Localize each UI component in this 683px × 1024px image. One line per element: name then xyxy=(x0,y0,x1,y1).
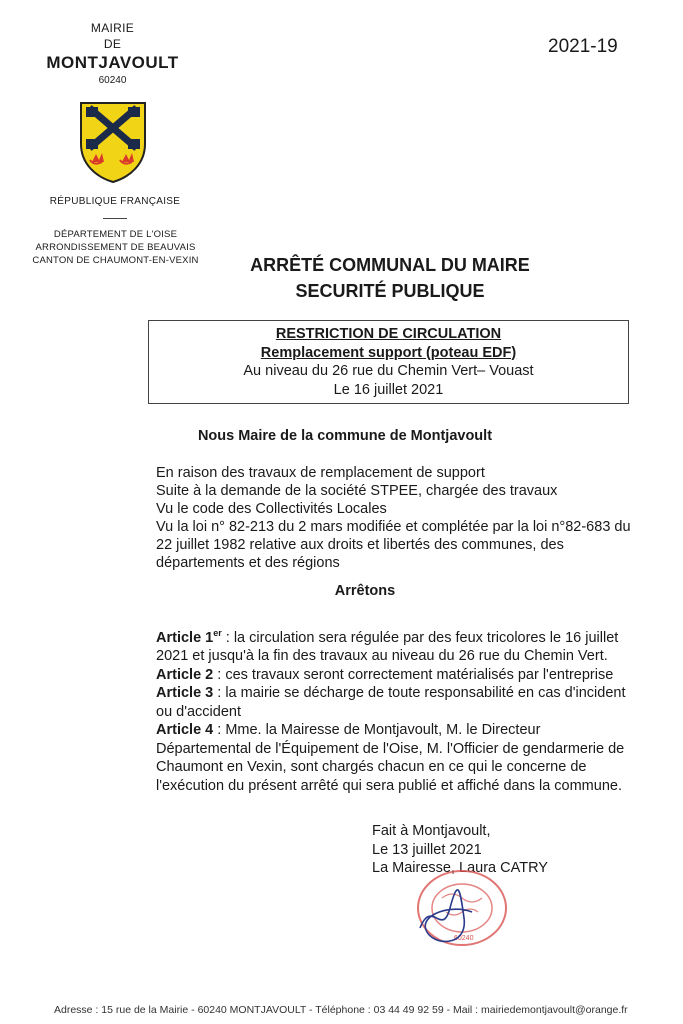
restriction-date: Le 16 juillet 2021 xyxy=(333,381,444,398)
article-3 xyxy=(156,684,636,721)
article-label: Article 1 xyxy=(156,629,214,646)
arretons-heading: Arrêtons xyxy=(334,583,396,599)
restriction-heading: RESTRICTION DE CIRCULATION xyxy=(275,326,502,342)
stamp-postcode: 60240 xyxy=(454,935,474,942)
document-number: 2021-19 xyxy=(548,36,618,57)
consideration-line: Vu le code des Collectivités Locales xyxy=(156,501,387,517)
title-line-2: SECURITÉ PUBLIQUE xyxy=(295,281,485,301)
republique-label: RÉPUBLIQUE FRANÇAISE xyxy=(49,196,181,207)
article-sup: er xyxy=(213,628,222,638)
document-title xyxy=(200,252,580,304)
coat-of-arms-icon xyxy=(78,100,148,184)
department-block xyxy=(28,228,203,267)
article-text: : ces travaux seront correctement matérialisés par l'entreprise xyxy=(213,666,614,683)
de-label: DE xyxy=(103,37,122,51)
arrondissement-line: ARRONDISSEMENT DE BEAUVAIS xyxy=(35,242,196,253)
article-label: Article 2 xyxy=(156,666,214,683)
consideration-line: Vu la loi n° 82-213 du 2 mars modifiée et complétée par la loi n°82-683 du 22 juillet 1982 relative aux droits et libertés des communes, des départements et des régions xyxy=(156,519,631,571)
nous-maire-heading: Nous Maire de la commune de Montjavoult xyxy=(197,428,493,444)
signature-date: Le 13 juillet 2021 xyxy=(372,841,482,858)
article-text: : la circulation sera régulée par des feux tricolores le 16 juillet 2021 et jusqu'à la fin des travaux au niveau du 26 rue du Chemin Vert. xyxy=(156,629,619,665)
restriction-location: Au niveau du 26 rue du Chemin Vert– Vouast xyxy=(243,363,534,379)
articles-list xyxy=(156,624,636,795)
mairie-label: MAIRIE xyxy=(90,21,135,35)
canton-line: CANTON DE CHAUMONT-EN-VEXIN xyxy=(32,255,199,266)
divider xyxy=(103,218,127,219)
signature-place: Fait à Montjavoult, xyxy=(372,823,491,839)
signature-signer: La Mairesse, Laura CATRY xyxy=(372,860,548,876)
article-text: : Mme. la Mairesse de Montjavoult, M. le Directeur Départemental de l'Équipement de l'Oise, M. l'Officier de gendarmerie de Chaumont en Vexin, sont chargés chacun en ce qui le concerne de l'exécution du présent arrêté qui sera publié et affiché dans la commune. xyxy=(156,722,625,794)
article-2 xyxy=(156,666,636,685)
consideration-line: En raison des travaux de remplacement de support xyxy=(156,465,485,481)
article-label: Article 4 xyxy=(156,722,214,739)
article-1 xyxy=(156,624,636,666)
footer-address: Adresse : 15 rue de la Mairie - 60240 MONTJAVOULT - Téléphone : 03 44 49 92 59 - Mail : mairiedemontjavoult@orange.fr xyxy=(54,1004,628,1016)
article-text: : la mairie se décharge de toute responsabilité en cas d'incident ou d'accident xyxy=(156,685,626,720)
postcode: 60240 xyxy=(98,75,127,86)
restriction-subject: Remplacement support (poteau EDF) xyxy=(260,344,517,361)
official-stamp-icon xyxy=(412,868,512,948)
article-label: Article 3 xyxy=(156,685,214,702)
considerations xyxy=(156,464,636,572)
commune-name: MONTJAVOULT xyxy=(46,53,179,72)
restriction-box xyxy=(148,320,629,404)
article-4 xyxy=(156,721,636,795)
department-line: DÉPARTEMENT DE L'OISE xyxy=(53,229,178,240)
title-line-1: ARRÊTÉ COMMUNAL DU MAIRE xyxy=(250,255,530,275)
consideration-line: Suite à la demande de la société STPEE, chargée des travaux xyxy=(156,483,558,499)
mairie-header xyxy=(30,20,195,88)
